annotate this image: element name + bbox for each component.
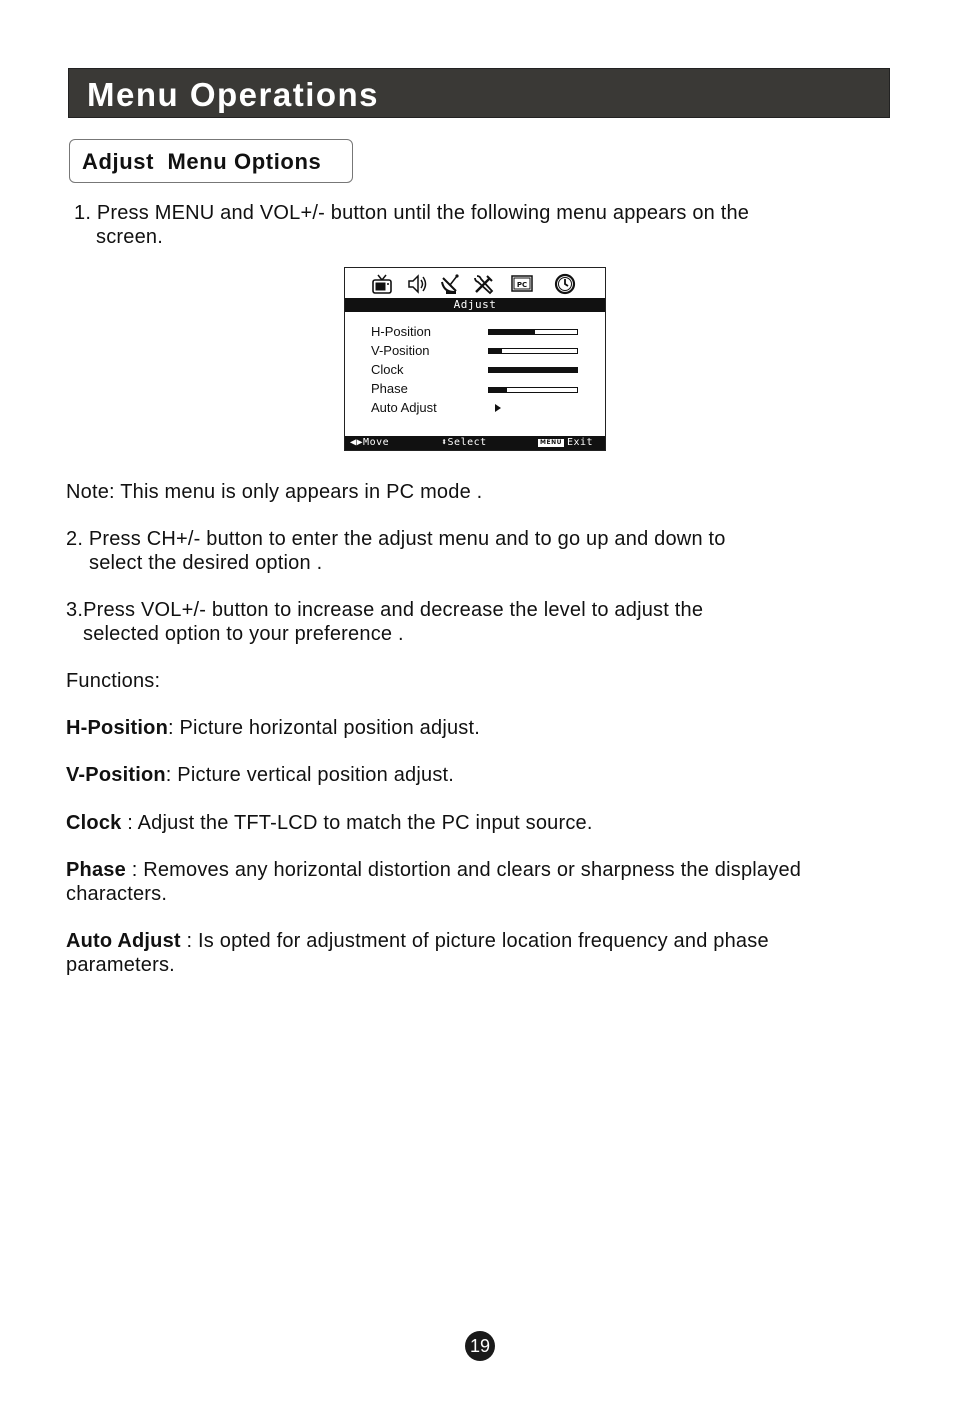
tools-icon (473, 273, 495, 295)
osd-slider-fill (489, 368, 577, 372)
function-term: Clock (66, 812, 122, 834)
section-heading-box (69, 139, 353, 183)
function-auto-adjust (66, 929, 769, 977)
osd-slider-clock (488, 367, 578, 373)
step-3-line-1: 3.Press VOL+/- button to increase and decrease the level to adjust the (66, 599, 704, 621)
left-right-arrow-icon: ◀▶ (350, 437, 364, 448)
function-desc: : Adjust the TFT-LCD to match the PC input source. (121, 812, 593, 834)
step-3 (66, 598, 703, 646)
osd-hint-bar (345, 436, 605, 450)
satellite-icon (439, 273, 461, 295)
osd-slider-fill (489, 330, 535, 334)
osd-icon-row (345, 268, 605, 298)
function-term: Auto Adjust (66, 930, 181, 952)
osd-item-phase: Phase (371, 381, 408, 396)
function-desc: : Removes any horizontal distortion and clears or sharpness the displayed (125, 859, 802, 881)
header-bar (68, 68, 890, 118)
osd-slider-fill (489, 388, 507, 392)
function-desc-continued: parameters. (66, 954, 175, 976)
osd-hint-move (350, 436, 389, 450)
osd-slider-phase (488, 387, 578, 393)
tv-icon (371, 273, 393, 295)
page-title: Menu Operations (87, 76, 380, 113)
function-desc-continued: characters. (66, 883, 168, 905)
page-number: 19 (465, 1331, 495, 1361)
step-2-line-1: 2. Press CH+/- button to enter the adjust menu and to go up and down to (66, 528, 726, 550)
up-down-arrow-icon: ⬍ (441, 437, 448, 448)
function-term: V-Position (66, 764, 166, 786)
pc-icon-label: PC (516, 281, 528, 289)
function-h-position (66, 716, 480, 740)
osd-slider-fill (489, 349, 502, 353)
pc-icon (511, 273, 533, 295)
function-term: H-Position (66, 717, 168, 739)
function-v-position (66, 763, 454, 787)
osd-slider-v-position (488, 348, 578, 354)
step-2 (66, 527, 726, 575)
function-desc: : Picture horizontal position adjust. (168, 717, 481, 739)
right-arrow-icon (495, 404, 501, 412)
step-3-line-2: selected option to your preference . (83, 623, 404, 645)
function-term: Phase (66, 859, 126, 881)
function-phase (66, 858, 801, 906)
note-text: Note: This menu is only appears in PC mode . (66, 481, 483, 503)
osd-item-auto-adjust: Auto Adjust (371, 400, 437, 415)
step-1-line-2: screen. (96, 226, 163, 248)
osd-hint-move-label: Move (363, 437, 390, 448)
osd-item-clock: Clock (371, 362, 404, 377)
osd-item-v-position: V-Position (371, 343, 430, 358)
function-clock (66, 811, 593, 835)
osd-hint-select (441, 436, 487, 450)
step-1-line-1: 1. Press MENU and VOL+/- button until the following menu appears on the (74, 202, 750, 224)
osd-hint-exit (538, 436, 593, 450)
osd-title: Adjust (453, 298, 497, 311)
speaker-icon (406, 273, 428, 295)
step-2-line-2: select the desired option . (89, 552, 323, 574)
function-desc: : Picture vertical position adjust. (165, 764, 455, 786)
menu-key-icon: MENU (540, 439, 562, 446)
osd-menu-illustration (344, 267, 606, 451)
function-desc: : Is opted for adjustment of picture location frequency and phase (180, 930, 769, 952)
osd-hint-exit-label: Exit (566, 437, 594, 448)
step-1 (74, 201, 749, 249)
osd-title-bar (345, 298, 605, 312)
osd-hint-select-label: Select (447, 437, 487, 448)
section-title: Adjust Menu Options (82, 149, 322, 174)
clock-icon (554, 273, 576, 295)
functions-label: Functions: (66, 670, 161, 692)
osd-slider-h-position (488, 329, 578, 335)
osd-item-h-position: H-Position (371, 324, 431, 339)
